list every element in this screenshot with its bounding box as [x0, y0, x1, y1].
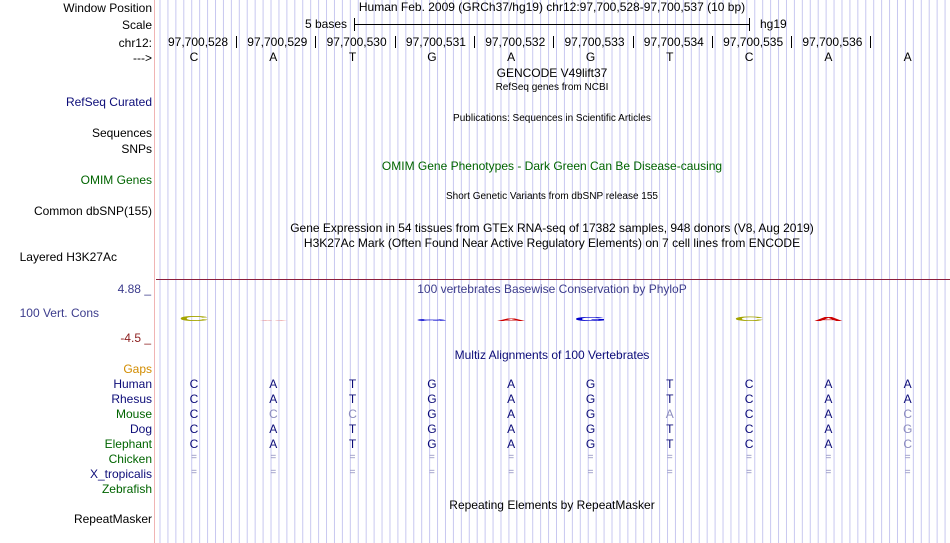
dbsnp-track-label[interactable]: Common dbSNP(155) [33, 204, 152, 218]
alignment-base: C [189, 407, 199, 421]
reference-base: A [507, 50, 516, 64]
window-position-label: Window Position [63, 1, 152, 15]
alignment-base: = [191, 452, 197, 463]
alignment-base: C [348, 407, 357, 421]
cons-max-label: 4.88 _ [117, 282, 151, 296]
alignment-base: C [189, 392, 199, 406]
track-separator [156, 279, 950, 280]
scale-bar-right-tick [749, 18, 750, 31]
alignment-base: C [744, 407, 754, 421]
phylop-logo-letter: G [415, 318, 449, 322]
alignment-base: = [508, 452, 515, 463]
species-label[interactable]: Zebrafish [101, 482, 152, 496]
ruler-coordinate: 97,700,533 [564, 35, 625, 49]
reference-base: A [903, 50, 912, 64]
alignment-base: G [427, 392, 437, 406]
alignment-base: = [349, 452, 356, 463]
alignment-base: = [587, 467, 594, 478]
h3k27ac-track-desc: H3K27Ac Mark (Often Found Near Active Regulatory Elements) on 7 cell lines from ENCODE [303, 236, 801, 250]
phylop-logo-track [156, 300, 950, 330]
alignment-base: G [427, 437, 437, 451]
alignment-base: A [824, 392, 833, 406]
ruler-coordinate: 97,700,528 [168, 35, 229, 49]
snps-track-label[interactable]: SNPs [121, 142, 152, 156]
alignment-base: C [189, 437, 199, 451]
alignment-base: A [903, 392, 912, 406]
reference-base: A [269, 50, 278, 64]
phylop-logo-letter: A [258, 320, 289, 322]
alignment-base: T [666, 422, 674, 436]
alignment-base: C [744, 377, 754, 391]
ruler-coordinate: 97,700,534 [643, 35, 704, 49]
refseq-track-desc: RefSeq genes from NCBI [495, 82, 609, 93]
reference-base: A [824, 50, 833, 64]
gaps-label: Gaps [123, 362, 152, 376]
alignment-base: C [189, 422, 199, 436]
phylop-logo-letter: G [574, 316, 607, 323]
species-label[interactable]: Chicken [108, 452, 152, 466]
omim-track-label[interactable]: OMIM Genes [80, 173, 152, 187]
ruler-coordinate: 97,700,535 [723, 35, 784, 49]
alignment-base: G [585, 407, 596, 421]
alignment-base: G [585, 377, 596, 391]
reference-base: G [427, 50, 437, 64]
alignment-base: T [348, 437, 357, 451]
phylop-logo-letter: A [813, 316, 844, 323]
alignment-base: A [269, 422, 278, 436]
alignment-base: = [349, 467, 356, 478]
alignment-base: C [744, 422, 754, 436]
species-label[interactable]: Elephant [104, 437, 152, 451]
species-label[interactable]: X_tropicalis [89, 467, 152, 481]
h3k27ac-track-label[interactable]: Layered H3K27Ac [19, 250, 117, 264]
alignment-base: = [746, 467, 753, 478]
phylop-logo-letter: C [734, 315, 765, 323]
strand-label: ---> [133, 51, 152, 65]
alignment-base: A [507, 392, 516, 406]
alignment-base: C [189, 377, 199, 391]
cons-min-label: -4.5 _ [120, 331, 151, 345]
ruler-tick [553, 36, 554, 48]
repeatmasker-track-desc: Repeating Elements by RepeatMasker [449, 498, 655, 512]
ruler-coordinate: 97,700,536 [802, 35, 863, 49]
alignment-base: A [665, 407, 674, 421]
alignment-base: G [427, 377, 437, 391]
alignment-base: T [666, 392, 674, 406]
alignment-base: T [666, 437, 674, 451]
alignment-base: C [744, 437, 754, 451]
scale-text: 5 bases [305, 17, 348, 31]
ruler-tick [791, 36, 792, 48]
alignment-base: A [824, 407, 833, 421]
alignment-base: = [508, 467, 515, 478]
assembly-label: hg19 [760, 17, 787, 31]
alignment-base: G [903, 422, 913, 436]
dbsnp-track-desc: Short Genetic Variants from dbSNP release 155 [446, 191, 658, 202]
ruler-coordinate: 97,700,532 [485, 35, 546, 49]
alignment-base: = [904, 467, 911, 478]
scale-bar-left-tick [354, 18, 355, 31]
alignment-base: A [269, 392, 278, 406]
alignment-base: = [825, 452, 832, 463]
scale-bar [354, 24, 750, 25]
alignment-base: = [191, 467, 197, 478]
scale-label: Scale [121, 18, 152, 32]
alignment-base: A [269, 377, 278, 391]
species-label[interactable]: Mouse [115, 407, 152, 421]
alignment-base: = [428, 452, 435, 463]
alignment-base: = [270, 467, 277, 478]
ruler-tick [236, 36, 237, 48]
species-label[interactable]: Human [113, 377, 152, 391]
alignment-base: C [268, 407, 278, 421]
species-label[interactable]: Rhesus [111, 392, 152, 406]
sequences-track-label[interactable]: Sequences [91, 126, 152, 140]
species-label[interactable]: Dog [129, 422, 152, 436]
ruler-tick [474, 36, 475, 48]
alignment-base: A [507, 422, 516, 436]
multiz-track-desc: Multiz Alignments of 100 Vertebrates [454, 348, 650, 362]
refseq-track-label[interactable]: RefSeq Curated [65, 95, 152, 109]
alignment-base: G [585, 437, 596, 451]
alignment-base: T [348, 422, 357, 436]
alignment-base: = [825, 467, 832, 478]
repeatmasker-track-label[interactable]: RepeatMasker [73, 512, 152, 526]
alignment-base: C [903, 437, 913, 451]
reference-base: T [348, 50, 357, 64]
alignment-base: T [348, 377, 357, 391]
ruler-coordinate: 97,700,529 [247, 35, 308, 49]
alignment-base: A [507, 437, 516, 451]
ruler-coordinate: 97,700,530 [326, 35, 387, 49]
alignment-base: G [585, 392, 596, 406]
ruler-coordinate: 97,700,531 [405, 35, 466, 49]
alignment-base: G [427, 422, 437, 436]
alignment-base: = [746, 452, 753, 463]
track-label-column [0, 0, 152, 543]
alignment-base: A [269, 437, 278, 451]
phylop-logo-letter: A [496, 317, 527, 322]
reference-base: C [189, 50, 199, 64]
alignment-base: = [428, 467, 435, 478]
chrom-label: chr12: [118, 36, 152, 50]
ruler-tick [395, 36, 396, 48]
reference-base: T [666, 50, 674, 64]
phylop-track-desc: 100 vertebrates Basewise Conservation by PhyloP [417, 282, 687, 296]
reference-base: C [744, 50, 754, 64]
reference-base: G [585, 50, 596, 64]
alignment-base: = [587, 452, 594, 463]
alignment-base: = [666, 467, 673, 478]
alignment-base: = [270, 452, 277, 463]
window-position-title: Human Feb. 2009 (GRCh37/hg19) chr12:97,700,528-97,700,537 (10 bp) [358, 0, 746, 14]
alignment-base: T [348, 392, 357, 406]
publications-track-desc: Publications: Sequences in Scientific Articles [453, 113, 651, 124]
gencode-track-title[interactable]: GENCODE V49lift37 [496, 66, 608, 80]
phylop-logo-letter: C [178, 314, 210, 323]
omim-track-desc: OMIM Gene Phenotypes - Dark Green Can Be Disease-causing [381, 159, 723, 173]
ruler-tick [870, 36, 871, 48]
alignment-base: C [744, 392, 754, 406]
label-divider [154, 0, 155, 543]
gtex-track-desc: Gene Expression in 54 tissues from GTEx RNA-seq of 17382 samples, 948 donors (V8, Aug 2019) [290, 221, 814, 235]
ruler-tick [315, 36, 316, 48]
alignment-base: = [666, 452, 673, 463]
alignment-base: C [903, 407, 913, 421]
alignment-base: A [824, 422, 833, 436]
alignment-base: A [507, 377, 516, 391]
ruler-tick [633, 36, 634, 48]
alignment-base: = [904, 452, 911, 463]
ruler-tick [712, 36, 713, 48]
alignment-base: A [824, 377, 833, 391]
alignment-base: A [903, 377, 912, 391]
alignment-base: G [585, 422, 596, 436]
cons-track-label[interactable]: 100 Vert. Cons [19, 306, 99, 320]
alignment-base: A [507, 407, 516, 421]
alignment-base: A [824, 437, 833, 451]
alignment-base: G [427, 407, 437, 421]
alignment-base: T [666, 377, 674, 391]
